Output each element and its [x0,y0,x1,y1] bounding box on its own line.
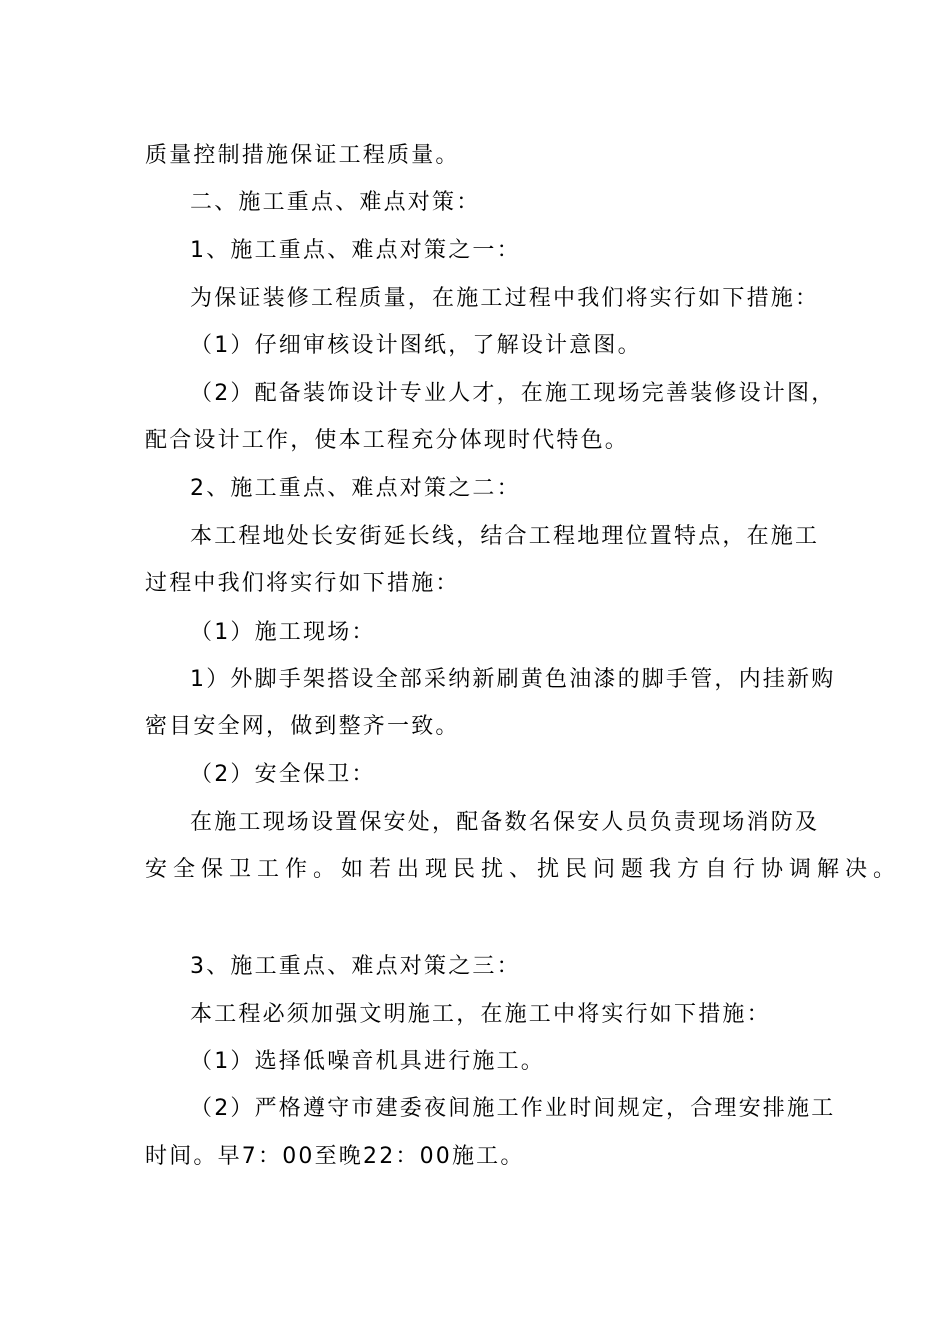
section-heading: 二、施工重点、难点对策： [190,190,481,215]
subsection-heading: 3、施工重点、难点对策之三： [190,954,521,979]
list-item: （1）选择低噪音机具进行施工。 [190,1049,545,1074]
paragraph-line: 时间。早7：00至晚22：00施工。 [145,1144,525,1169]
subsection-heading: 1、施工重点、难点对策之一： [190,238,521,263]
list-item: （2）严格遵守市建委夜间施工作业时间规定，合理安排施工 [190,1096,836,1121]
list-item: 1）外脚手架搭设全部采纳新刷黄色油漆的脚手管，内挂新购 [190,667,836,692]
paragraph-line: 安全保卫工作。如若出现民扰、扰民问题我方自行协调解决。 [145,857,902,882]
paragraph-line: 在施工现场设置保安处，配备数名保安人员负责现场消防及 [190,810,820,835]
paragraph-line: 为保证装修工程质量，在施工过程中我们将实行如下措施： [190,286,820,311]
list-item: （1）施工现场： [190,620,376,645]
paragraph-line: 密目安全网，做到整齐一致。 [145,714,460,739]
list-item: （1）仔细审核设计图纸，了解设计意图。 [190,333,642,358]
paragraph-line: 过程中我们将实行如下措施： [145,571,460,596]
list-item: （2）配备装饰设计专业人才，在施工现场完善装修设计图， [190,381,836,406]
paragraph-line: 本工程必须加强文明施工，在施工中将实行如下措施： [190,1002,771,1027]
paragraph-line: 质量控制措施保证工程质量。 [145,143,460,168]
list-item: （2）安全保卫： [190,762,376,787]
paragraph-line: 配合设计工作，使本工程充分体现时代特色。 [145,428,630,453]
subsection-heading: 2、施工重点、难点对策之二： [190,476,521,501]
paragraph-line: 本工程地处长安街延长线，结合工程地理位置特点，在施工 [190,524,820,549]
